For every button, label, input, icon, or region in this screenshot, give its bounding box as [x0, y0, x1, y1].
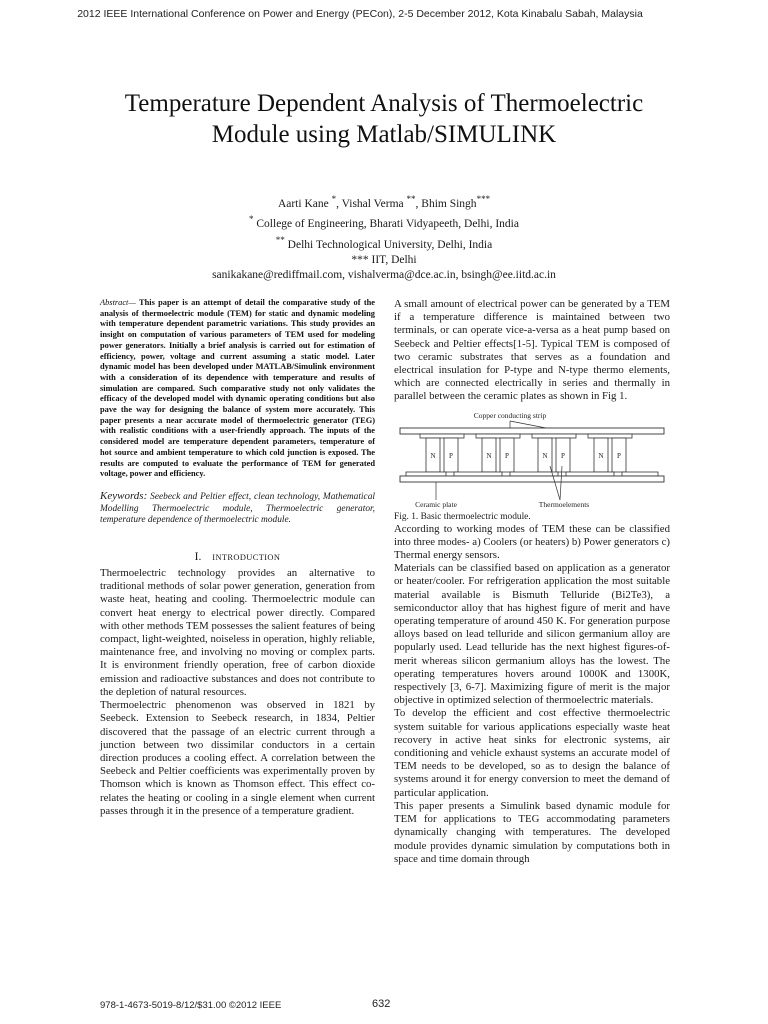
section-heading-introduction	[100, 551, 375, 563]
label-copper-strip: Copper conducting strip	[473, 410, 547, 420]
thermoelements	[426, 438, 626, 472]
affiliation-mark: **	[275, 234, 285, 245]
abstract	[100, 298, 375, 480]
intro-paragraph-1: Thermoelectric technology provides an alternative to traditional methods of solar power generation, generation from waste heat, heating and cooling. Thermoelectric module can convert heat energy to electrical power directly. Compared with other methods TEM possesses the salient features of being compact, light-weighted, noiseless in operation, highly reliable, maintenance free, and involving no moving or complex parts. It is environment friendly operation, free of carbon dioxide emission and radioactive substances and does not contribute to the depletion of natural resources.	[100, 567, 375, 698]
affiliation-line	[100, 212, 668, 232]
element-label: P	[505, 451, 509, 460]
keywords-label: Keywords:	[100, 489, 148, 502]
copper-strip	[532, 434, 576, 438]
keywords-text: Seebeck and Peltier effect, clean technology, Mathematical Modelling Thermoelectric module, Thermoelectric generator, temperature dependence of thermoelectric module.	[100, 491, 375, 526]
element-label: N	[430, 451, 436, 460]
intro-paragraph-2: Thermoelectric phenomenon was observed in 1821 by Seebeck. Extension to Seebeck research, in 1834, Peltier discovered that the passage of an electric current through a junction between two dissimilar conductors in a certain direction produces a cooling effect. A correlation between the Seebeck and Peltier coefficients was experimentally proven by Thomson which is known as Thomson effect. This effect co-relates the heating or cooling in a single element when current passes through it in the presence of a temperature gradient.	[100, 699, 375, 817]
affiliation-line	[100, 233, 668, 253]
copper-strip	[406, 472, 446, 476]
affiliation-mark: ***	[351, 253, 369, 266]
tem-paragraph: A small amount of electrical power can be generated by a TEM if a temperature difference is maintained between two terminals, or can operate vice-a-versa as a heat pump based on Seebeck and Peltier effects[1-5]. Typical TEM is composed of two ceramic substrates that serves as a foundation and electrical insulation for P-type and N-type thermo elements, which are connected electrically in series and thermally in parallel between the ceramic plates as shown in Fig 1.	[394, 298, 670, 403]
author-mark: *	[331, 194, 337, 204]
section-title: INTRODUCTION	[212, 553, 281, 563]
conference-header: 2012 IEEE International Conference on Power and Energy (PECon), 2-5 December 2012, Kota Kinabalu Sabah, Malaysia	[77, 8, 643, 20]
abstract-label: Abstract—	[100, 298, 136, 307]
materials-paragraph: Materials can be classified based on application as a generator or heater/cooler. For refrigeration application the most suitable material available is Bismuth Telluride (Bi2Te3), a semiconductor alloy that has highest figure of merit and have operating temperature of around 450 K. For generation purpose alloys based on lead telluride and silicon germanium alloy are popularly used. Lead telluride has the next highest figures-of-merit whereas silicon germanium alloys has the lowest. The operating temperatures hovers around 1000K and 1300K, respectively [3, 6-7]. Maximizing figure of merit is the major objective in optimized selection of thermoelectric materials.	[394, 562, 670, 707]
development-paragraph: To develop the efficient and cost effective thermoelectric system suitable for various applications especially waste heat recovery in active heat sinks for electronic systems, air conditioning and vehicle exhaust systems an accurate model of TEM needs to be developed, so as to design the balance of systems around it for energy conversion to meet the demand of particular application.	[394, 707, 670, 799]
element-label: P	[449, 451, 453, 460]
author-mark: **	[406, 194, 416, 204]
author-mark: ***	[476, 194, 491, 204]
affiliation-text: College of Engineering, Bharati Vidyapeeth, Delhi, India	[256, 218, 519, 231]
copper-strip	[566, 472, 614, 476]
author-line: Aarti Kane *, Vishal Verma **, Bhim Singh***	[277, 194, 491, 210]
tem-diagram	[394, 408, 670, 510]
bottom-copper-strips	[406, 472, 658, 476]
element-label: N	[542, 451, 548, 460]
figure-caption: Fig. 1. Basic thermoelectric module.	[394, 511, 531, 522]
element-label: P	[617, 451, 621, 460]
element-label: P	[561, 451, 565, 460]
affiliation-text: Delhi Technological University, Delhi, India	[287, 238, 493, 251]
abstract-text: This paper is an attempt of detail the comparative study of the analysis of thermoelectric module (TEM) for static and dynamic modeling with temperature dependent parametric variations. This study provides an insight on computation of various parameters of TEM used for modeling power generators. Initially a brief analysis is carried out for estimation of efficiency, power, voltage and current assuming a static model. Later dynamic model has been developed under MATLAB/Simulink environment with a consideration of its dependence with temperature and results of simulation are compared. Such comparative study not only validates the efficacy of the developed model with dynamic operating conditions but also pave the way for designing the balance of system more accurately. This paper presents a near accurate model of thermoelectric generator (TEG) with realistic conditions with a user-friendly approach. The inputs of the considered model are temperature dependent parameters, temperature of hot source and ambient temperature to which cold junction is exposed. The results are computed to evaluate the performance of TEM for generated voltage, power and efficiency.	[100, 298, 375, 479]
copper-strip	[622, 472, 658, 476]
copper-strip	[420, 434, 464, 438]
top-copper-strips	[420, 434, 632, 438]
footer-isbn: 978-1-4673-5019-8/12/$31.00 ©2012 IEEE	[100, 1000, 282, 1011]
label-thermoelements: Thermoelements	[538, 499, 590, 509]
modes-paragraph: According to working modes of TEM these can be classified into three modes- a) Coolers (or heaters) b) Power generators c) Thermal energy sensors.	[394, 522, 670, 562]
section-number: I.	[194, 551, 202, 564]
author-name: Bhim Singh	[421, 197, 477, 210]
label-ceramic-plate: Ceramic plate	[415, 499, 457, 509]
email-line: sanikakane@rediffmail.com, vishalverma@dce.ac.in, bsingh@ee.iitd.ac.in	[212, 269, 556, 282]
affiliation-text: IIT, Delhi	[371, 253, 417, 266]
affiliation-mark: *	[249, 214, 254, 225]
page-number: 632	[372, 998, 391, 1010]
affiliation-line	[100, 253, 668, 269]
author-name: Aarti Kane	[277, 197, 329, 210]
paper-scope-paragraph: This paper presents a Simulink based dynamic module for TEM for applications to TEG accommodating parameters dynamically changing with temperatures. The developed module provides dynamic simulation by computations both in space and time domain through	[394, 799, 670, 865]
paper-title: Temperature Dependent Analysis of Thermoelectric Module using Matlab/SIMULINK	[124, 90, 644, 148]
author-name: Vishal Verma	[341, 197, 404, 210]
author-block	[100, 192, 668, 284]
ceramic-plate-top	[400, 428, 664, 434]
left-column	[100, 298, 375, 818]
copper-strip	[454, 472, 502, 476]
copper-strip	[588, 434, 632, 438]
element-label: N	[598, 451, 604, 460]
copper-strip	[510, 472, 558, 476]
right-column	[394, 298, 670, 866]
element-label: N	[486, 451, 492, 460]
keywords	[100, 491, 375, 527]
ceramic-plate-bottom	[400, 476, 664, 482]
figure-thermoelectric-module	[394, 408, 670, 510]
copper-strip	[476, 434, 520, 438]
